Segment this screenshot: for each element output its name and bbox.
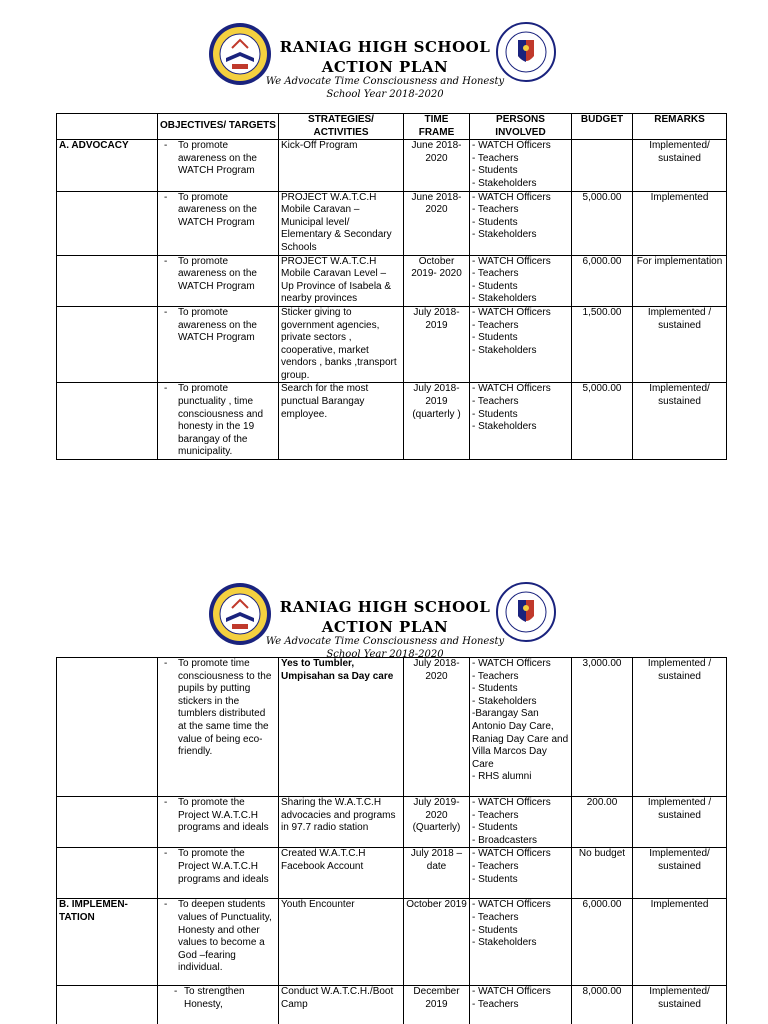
bullet-dash: - bbox=[164, 899, 168, 911]
budget-cell: 6,000.00 bbox=[572, 899, 633, 986]
person-item: - Broadcasters bbox=[472, 834, 538, 846]
bullet-dash: - bbox=[164, 191, 168, 203]
remarks-cell: Implemented/ sustained bbox=[633, 986, 727, 1024]
table-row bbox=[57, 140, 727, 191]
objective-text: To promote punctuality , time consciousness and honesty in the 19 barangay of the municipality. bbox=[178, 383, 264, 458]
document-title: ACTION PLAN bbox=[321, 58, 449, 76]
person-item: - Students bbox=[472, 873, 518, 885]
time-frame-cell: June 2018- 2020 bbox=[404, 191, 470, 255]
strategy-cell: Yes to Tumbler, Umpisahan sa Day care bbox=[279, 658, 404, 797]
strategy-cell: Conduct W.A.T.C.H./Boot Camp bbox=[279, 986, 404, 1024]
objective-text: To promote awareness on the WATCH Program bbox=[178, 306, 257, 344]
remarks-cell: Implemented bbox=[633, 191, 727, 255]
strategy-cell: Search for the most punctual Barangay employee. bbox=[279, 383, 404, 460]
remarks-cell: Implemented / sustained bbox=[633, 658, 727, 797]
table-body bbox=[57, 140, 727, 460]
deped-seal-logo bbox=[496, 22, 556, 82]
person-item: - WATCH Officers bbox=[472, 797, 551, 808]
person-item: - WATCH Officers bbox=[472, 306, 551, 318]
person-item: - Students bbox=[472, 408, 518, 420]
person-item: - Stakeholders bbox=[472, 344, 537, 356]
person-item: - RHS alumni bbox=[472, 771, 532, 783]
strategy-cell: Sticker giving to government agencies, private sectors , cooperative, market vendors , banks ,transport group. bbox=[279, 306, 404, 383]
person-item: - WATCH Officers bbox=[472, 191, 551, 203]
section-cell bbox=[57, 383, 158, 460]
objective-text: To strengthen Honesty, bbox=[184, 986, 245, 1010]
person-item: - Stakeholders bbox=[472, 229, 537, 241]
page-header bbox=[0, 0, 768, 110]
objective-cell bbox=[158, 191, 279, 255]
person-item: - Students bbox=[472, 822, 518, 834]
remarks-cell: Implemented bbox=[633, 899, 727, 986]
person-item: - Students bbox=[472, 332, 518, 344]
time-frame-cell: July 2018- 2019 (quarterly ) bbox=[404, 383, 470, 460]
time-frame-cell: July 2018- 2020 bbox=[404, 658, 470, 797]
table-row bbox=[57, 797, 727, 848]
section-cell bbox=[57, 191, 158, 255]
objective-cell bbox=[158, 306, 279, 383]
section-cell bbox=[57, 658, 158, 797]
person-item: - Stakeholders bbox=[472, 421, 537, 433]
school-motto: We Advocate Time Consciousness and Honesty bbox=[265, 76, 505, 87]
budget-cell: 8,000.00 bbox=[572, 986, 633, 1024]
remarks-cell: Implemented / sustained bbox=[633, 306, 727, 383]
time-frame-cell: October 2019 bbox=[404, 899, 470, 986]
budget-cell: 200.00 bbox=[572, 797, 633, 848]
persons-cell bbox=[470, 383, 572, 460]
persons-cell bbox=[470, 986, 572, 1024]
time-frame-cell: July 2019- 2020 (Quarterly) bbox=[404, 797, 470, 848]
person-item: - Teachers bbox=[472, 152, 519, 164]
person-item: - Teachers bbox=[472, 319, 519, 331]
bullet-dash: - bbox=[164, 306, 168, 318]
table-row bbox=[57, 658, 727, 797]
person-item: - Stakeholders bbox=[472, 177, 537, 189]
objective-cell bbox=[158, 383, 279, 460]
time-frame-cell: December 2019 bbox=[404, 986, 470, 1024]
strategy-cell: Youth Encounter bbox=[279, 899, 404, 986]
person-item: - Students bbox=[472, 165, 518, 177]
table-row bbox=[57, 255, 727, 306]
budget-cell: 3,000.00 bbox=[572, 658, 633, 797]
budget-cell bbox=[572, 140, 633, 191]
persons-cell bbox=[470, 306, 572, 383]
objective-cell bbox=[158, 658, 279, 797]
person-item: -Barangay San Antonio Day Care, Raniag Day Care and Villa Marcos Day Care bbox=[472, 708, 569, 770]
person-item: - WATCH Officers bbox=[472, 899, 551, 911]
bullet-dash: - bbox=[164, 658, 168, 669]
person-item: - Teachers bbox=[472, 860, 519, 872]
person-item: - WATCH Officers bbox=[472, 658, 551, 669]
section-cell bbox=[57, 848, 158, 899]
time-frame-cell: July 2018- 2019 bbox=[404, 306, 470, 383]
header-objectives: OBJECTIVES/ TARGETS bbox=[158, 114, 279, 140]
budget-cell: 6,000.00 bbox=[572, 255, 633, 306]
person-item: - Stakeholders bbox=[472, 293, 537, 305]
person-item: - Teachers bbox=[472, 670, 519, 682]
person-item: - Teachers bbox=[472, 268, 519, 280]
table-body bbox=[57, 658, 727, 1024]
section-cell bbox=[57, 255, 158, 306]
persons-cell bbox=[470, 191, 572, 255]
remarks-cell: Implemented/ sustained bbox=[633, 383, 727, 460]
person-item: - Teachers bbox=[472, 911, 519, 923]
person-item: - Teachers bbox=[472, 998, 519, 1010]
deped-seal-logo bbox=[496, 582, 556, 642]
person-item: - Teachers bbox=[472, 809, 519, 821]
school-year: School Year 2018-2020 bbox=[326, 649, 444, 660]
person-item: - Students bbox=[472, 683, 518, 695]
action-plan-table bbox=[56, 657, 727, 1024]
objective-cell bbox=[158, 255, 279, 306]
persons-cell bbox=[470, 797, 572, 848]
person-item: - Teachers bbox=[472, 396, 519, 408]
section-cell bbox=[57, 306, 158, 383]
section-cell bbox=[57, 797, 158, 848]
objective-cell bbox=[158, 848, 279, 899]
header-time-frame: TIME FRAME bbox=[404, 114, 470, 140]
document-page-2 bbox=[0, 560, 768, 1024]
objective-text: To promote time consciousness to the pupils by putting stickers in the tumblers distributed at the same time the value of being eco-friendly. bbox=[178, 658, 272, 758]
header-remarks: REMARKS bbox=[633, 114, 727, 140]
remarks-cell: For implementation bbox=[633, 255, 727, 306]
header-strategies: STRATEGIES/ ACTIVITIES bbox=[279, 114, 404, 140]
person-item: - Stakeholders bbox=[472, 937, 537, 949]
section-cell: B. IMPLEMEN- TATION bbox=[57, 899, 158, 986]
table-row bbox=[57, 191, 727, 255]
persons-cell bbox=[470, 140, 572, 191]
section-cell bbox=[57, 986, 158, 1024]
document-page-1 bbox=[0, 0, 768, 500]
objective-cell bbox=[158, 797, 279, 848]
action-plan-table bbox=[56, 113, 727, 460]
strategy-cell: Kick-Off Program bbox=[279, 140, 404, 191]
person-item: - WATCH Officers bbox=[472, 383, 551, 395]
objective-cell bbox=[158, 899, 279, 986]
school-motto: We Advocate Time Consciousness and Honesty bbox=[265, 636, 505, 647]
table-row bbox=[57, 383, 727, 460]
persons-cell bbox=[470, 658, 572, 797]
strategy-cell: PROJECT W.A.T.C.H Mobile Caravan – Municipal level/ Elementary & Secondary Schools bbox=[279, 191, 404, 255]
remarks-cell: Implemented/ sustained bbox=[633, 140, 727, 191]
section-cell: A. ADVOCACY bbox=[57, 140, 158, 191]
strategy-cell: Sharing the W.A.T.C.H advocacies and programs in 97.7 radio station bbox=[279, 797, 404, 848]
time-frame-cell: July 2018 –date bbox=[404, 848, 470, 899]
objective-text: To promote awareness on the WATCH Program bbox=[178, 255, 257, 292]
person-item: - WATCH Officers bbox=[472, 255, 551, 267]
bullet-dash: - bbox=[164, 797, 168, 808]
objective-text: To promote awareness on the WATCH Program bbox=[178, 140, 257, 177]
bullet-dash: - bbox=[164, 383, 168, 395]
bullet-dash: - bbox=[164, 140, 168, 152]
page-header bbox=[0, 560, 768, 670]
person-item: - Teachers bbox=[472, 204, 519, 216]
header-section bbox=[57, 114, 158, 140]
remarks-cell: Implemented / sustained bbox=[633, 797, 727, 848]
person-item: - Students bbox=[472, 924, 518, 936]
header-budget: BUDGET bbox=[572, 114, 633, 140]
objective-text: To promote the Project W.A.T.C.H programs and ideals bbox=[178, 848, 269, 885]
table-header-row bbox=[57, 114, 727, 140]
strategy-cell: PROJECT W.A.T.C.H Mobile Caravan Level – Up Province of Isabela & nearby provinces bbox=[279, 255, 404, 306]
header-persons: PERSONS INVOLVED bbox=[470, 114, 572, 140]
objective-cell bbox=[158, 986, 279, 1024]
bullet-dash: - bbox=[164, 848, 168, 860]
table-row bbox=[57, 986, 727, 1024]
bullet-dash: - bbox=[164, 255, 168, 267]
school-name: RANIAG HIGH SCHOOL bbox=[279, 38, 491, 56]
budget-cell: 5,000.00 bbox=[572, 191, 633, 255]
budget-cell: No budget bbox=[572, 848, 633, 899]
objective-text: To promote awareness on the WATCH Program bbox=[178, 191, 257, 228]
persons-cell bbox=[470, 255, 572, 306]
document-title: ACTION PLAN bbox=[321, 618, 449, 636]
remarks-cell: Implemented/ sustained bbox=[633, 848, 727, 899]
table-row bbox=[57, 306, 727, 383]
school-year: School Year 2018-2020 bbox=[326, 89, 444, 100]
table-row bbox=[57, 848, 727, 899]
objective-text: To deepen students values of Punctuality, Honesty and other values to become a God –fearing individual. bbox=[178, 899, 272, 974]
objective-cell bbox=[158, 140, 279, 191]
person-item: - WATCH Officers bbox=[472, 986, 551, 998]
persons-cell bbox=[470, 848, 572, 899]
budget-cell: 5,000.00 bbox=[572, 383, 633, 460]
person-item: - Students bbox=[472, 216, 518, 228]
objective-text: To promote the Project W.A.T.C.H programs and ideals bbox=[178, 797, 269, 834]
person-item: - WATCH Officers bbox=[472, 848, 551, 860]
person-item: - WATCH Officers bbox=[472, 140, 551, 152]
time-frame-cell: October 2019- 2020 bbox=[404, 255, 470, 306]
time-frame-cell: June 2018- 2020 bbox=[404, 140, 470, 191]
person-item: - Students bbox=[472, 280, 518, 292]
bullet-dash: - bbox=[174, 986, 178, 998]
strategy-cell: Created W.A.T.C.H Facebook Account bbox=[279, 848, 404, 899]
table-row bbox=[57, 899, 727, 986]
person-item: - Stakeholders bbox=[472, 695, 537, 707]
school-name: RANIAG HIGH SCHOOL bbox=[279, 598, 491, 616]
budget-cell: 1,500.00 bbox=[572, 306, 633, 383]
persons-cell bbox=[470, 899, 572, 986]
